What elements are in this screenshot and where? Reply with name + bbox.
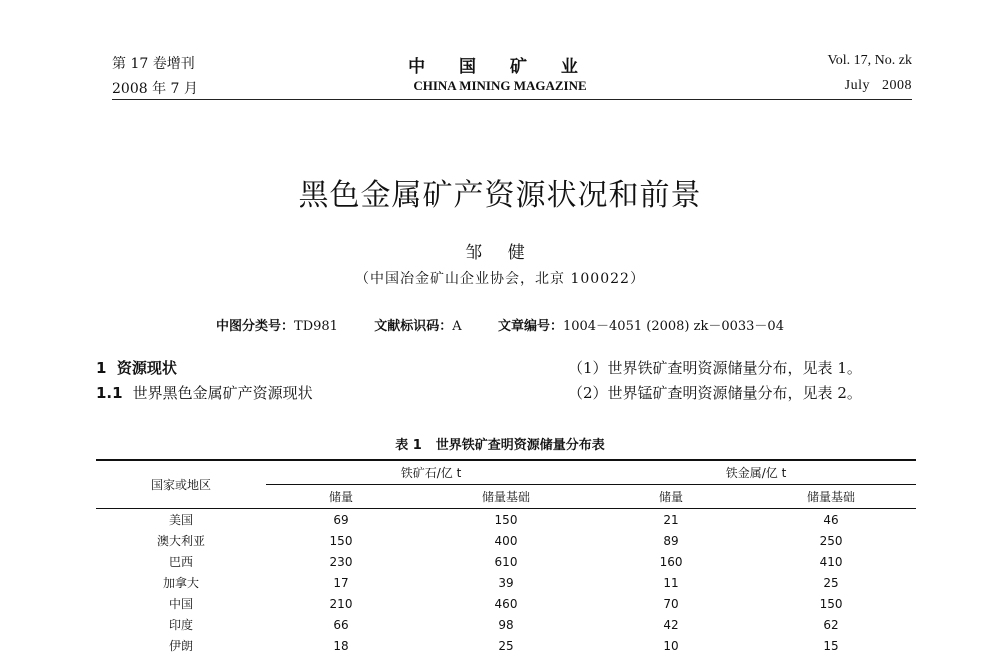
cell-metal-reserve: 11 <box>663 575 679 590</box>
cell-metal-base: 25 <box>823 575 839 590</box>
header-ore-reserve-base: 储量基础 <box>416 485 596 509</box>
header-date-cn: 2008 年 7 月 <box>112 81 198 97</box>
section-title: 世界黑色金属矿产资源现状 <box>132 384 313 402</box>
data-table <box>96 459 916 656</box>
cell-ore-base: 39 <box>498 575 514 590</box>
cell-ore-reserve: 17 <box>333 575 349 590</box>
header-metal-reserve: 储量 <box>596 485 746 509</box>
cell-country: 伊朗 <box>168 639 193 653</box>
header-date-en: July 2008 <box>844 78 912 93</box>
cell-ore-base: 400 <box>494 533 518 548</box>
section-number: 1.1 <box>96 384 123 402</box>
cell-ore-reserve: 69 <box>333 512 349 527</box>
table-row <box>96 509 916 531</box>
cell-country: 巴西 <box>168 555 193 569</box>
cell-ore-reserve: 18 <box>333 638 349 653</box>
journal-name-cn: 中 国 矿 业 <box>408 57 592 77</box>
cell-metal-reserve: 10 <box>663 638 679 653</box>
table-row <box>96 614 916 635</box>
cell-ore-base: 150 <box>494 512 518 527</box>
cell-metal-reserve: 89 <box>663 533 679 548</box>
cell-ore-base: 25 <box>498 638 514 653</box>
header-metal-reserve-base: 储量基础 <box>746 485 916 509</box>
header-country: 国家或地区 <box>96 460 266 509</box>
doc-code-value: A <box>452 319 462 334</box>
table-title: 世界铁矿查明资源储量分布表 <box>435 438 605 453</box>
article-metadata <box>0 315 1000 334</box>
article-author: 邹 健 <box>465 243 535 263</box>
cell-metal-reserve: 160 <box>659 554 683 569</box>
header-volume-en: Vol. 17, No. zk <box>827 53 912 68</box>
paragraph-manganese-ore: （2）世界锰矿查明资源储量分布，见表 2。 <box>568 384 862 402</box>
author-affiliation: （中国冶金矿山企业协会，北京 100022） <box>355 271 645 287</box>
journal-name-en: CHINA MINING MAGAZINE <box>413 78 587 93</box>
header-iron-ore: 铁矿石/亿 t <box>266 460 596 485</box>
table-row <box>96 530 916 551</box>
cell-country: 澳大利亚 <box>156 534 205 548</box>
cell-ore-reserve: 230 <box>329 554 353 569</box>
doc-code-label: 文献标识码： <box>374 319 453 334</box>
article-no-value: 1004－4051 (2008) zk－0033－04 <box>562 319 784 334</box>
cell-metal-base: 15 <box>823 638 839 653</box>
table-row <box>96 593 916 614</box>
cell-country: 美国 <box>168 513 193 527</box>
cell-metal-reserve: 70 <box>663 596 679 611</box>
article-title: 黑色金属矿产资源状况和前景 <box>298 178 702 213</box>
clc-value: TD981 <box>294 319 338 334</box>
cell-ore-base: 460 <box>494 596 518 611</box>
cell-country: 印度 <box>168 618 193 632</box>
clc-label: 中图分类号： <box>216 319 295 334</box>
article-no-label: 文章编号： <box>497 319 563 334</box>
table-number: 表 1 <box>395 438 422 453</box>
cell-country: 加拿大 <box>162 576 199 590</box>
cell-ore-reserve: 150 <box>329 533 353 548</box>
header-ore-reserve: 储量 <box>266 485 416 509</box>
cell-ore-reserve: 66 <box>333 617 349 632</box>
header-rule <box>112 99 912 100</box>
header-volume-cn: 第 17 卷增刊 <box>112 56 195 72</box>
cell-ore-reserve: 210 <box>329 596 353 611</box>
cell-metal-base: 150 <box>819 596 843 611</box>
table-row <box>96 572 916 593</box>
section-heading-1-1 <box>96 382 313 403</box>
cell-metal-base: 46 <box>823 512 839 527</box>
table-caption <box>0 434 1000 453</box>
cell-ore-base: 610 <box>494 554 518 569</box>
cell-ore-base: 98 <box>498 617 514 632</box>
table-row <box>96 635 916 656</box>
table-row <box>96 551 916 572</box>
cell-metal-base: 62 <box>823 617 839 632</box>
cell-metal-reserve: 42 <box>663 617 679 632</box>
cell-metal-base: 250 <box>819 533 843 548</box>
cell-country: 中国 <box>168 597 193 611</box>
header-iron-metal: 铁金属/亿 t <box>596 460 916 485</box>
iron-ore-table <box>96 459 916 656</box>
cell-metal-reserve: 21 <box>663 512 679 527</box>
cell-metal-base: 410 <box>819 554 843 569</box>
section-heading-1: 1 资源现状 <box>96 359 177 377</box>
paragraph-iron-ore: （1）世界铁矿查明资源储量分布，见表 1。 <box>568 359 862 377</box>
